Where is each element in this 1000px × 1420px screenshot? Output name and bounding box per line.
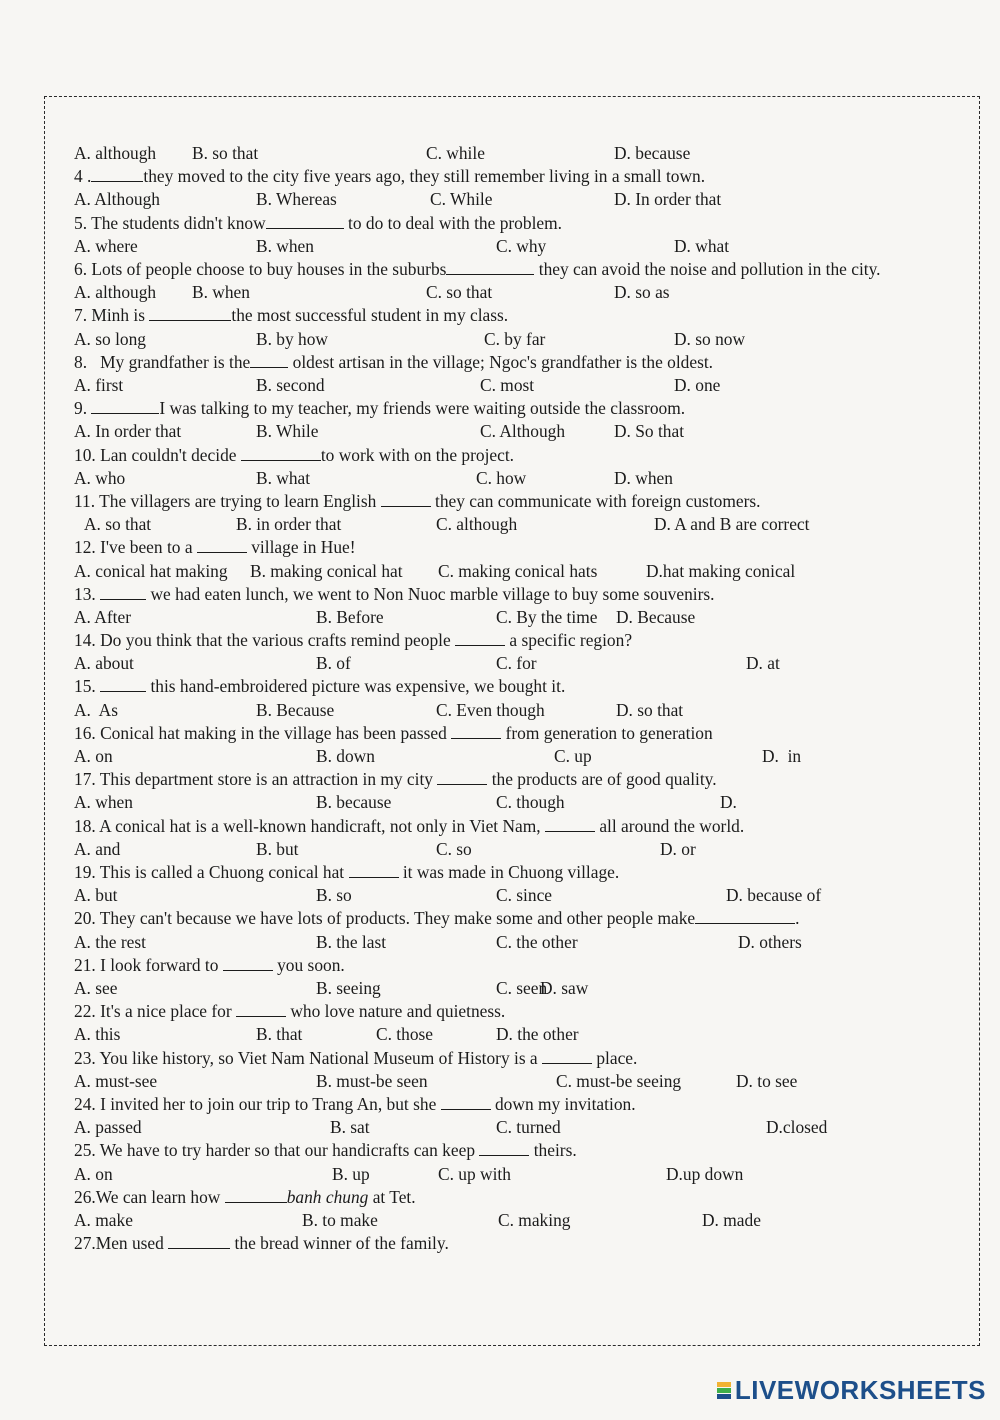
option-d[interactable]: D. In order that (614, 189, 722, 210)
option-d[interactable]: D. Because (616, 606, 696, 627)
question-6: 6. Lots of people choose to buy houses in the suburbs they can avoid the noise and pollution in the city. (74, 258, 881, 279)
option-a[interactable]: A. so that (84, 514, 152, 535)
question-17: 17. This department store is an attraction in my city the products are of good quality. (74, 769, 717, 790)
answer-blank[interactable] (225, 1187, 287, 1203)
question-9: 9. I was talking to my teacher, my friends were waiting outside the classroom. (74, 398, 686, 419)
answer-blank[interactable] (545, 816, 595, 832)
option-a[interactable]: A. but (74, 885, 118, 906)
option-c[interactable]: C. why (496, 235, 547, 256)
option-d[interactable]: D. A and B are correct (654, 514, 810, 535)
option-c[interactable]: C. most (480, 374, 535, 395)
option-c[interactable]: C. up (554, 746, 592, 767)
options-q19 (74, 884, 974, 907)
worksheet-content (74, 142, 974, 1255)
answer-blank[interactable] (695, 908, 795, 924)
options-q11 (74, 513, 974, 536)
option-d[interactable]: D.hat making conical (646, 560, 796, 581)
question-24: 24. I invited her to join our trip to Trang An, but she down my invitation. (74, 1094, 636, 1114)
option-d[interactable]: D. made (702, 1209, 761, 1230)
options-q25 (74, 1163, 974, 1186)
option-b[interactable]: B. Before (316, 606, 384, 627)
option-d[interactable]: D. others (738, 931, 802, 952)
option-b[interactable]: B. seeing (316, 978, 381, 999)
options-q7 (74, 328, 974, 351)
option-a[interactable]: A. so long (74, 328, 146, 349)
option-a[interactable]: A. about (74, 653, 134, 674)
answer-blank[interactable] (241, 445, 321, 461)
question-20: 20. They can't because we have lots of products. They make some and other people make . (74, 908, 800, 929)
option-c[interactable]: C. Even though (436, 699, 545, 720)
options-q20 (74, 931, 974, 954)
options-q13 (74, 606, 974, 629)
option-d[interactable]: D. So that (614, 421, 685, 442)
option-a[interactable]: A. make (74, 1209, 133, 1230)
question-23: 23. You like history, so Viet Nam National Museum of History is a place. (74, 1047, 638, 1068)
options-q17 (74, 791, 974, 814)
option-c[interactable]: C. so that (426, 282, 493, 303)
answer-blank[interactable] (451, 723, 501, 739)
option-b[interactable]: B. the last (316, 931, 387, 952)
option-d[interactable]: D. because (614, 143, 691, 163)
options-q5 (74, 235, 974, 258)
option-b[interactable]: B. sat (330, 1117, 370, 1138)
answer-blank[interactable] (236, 1001, 286, 1017)
option-a[interactable]: A. although (74, 282, 157, 303)
answer-blank[interactable] (479, 1140, 529, 1156)
option-a[interactable]: A. As (74, 699, 118, 720)
question-25: 25. We have to try harder so that our handicrafts can keep theirs. (74, 1140, 577, 1161)
option-a[interactable]: A. although (74, 143, 157, 163)
answer-blank[interactable] (223, 955, 273, 971)
option-c[interactable]: C. by far (484, 328, 546, 349)
option-a[interactable]: A. see (74, 978, 118, 999)
option-c[interactable]: C. By the time (496, 606, 598, 627)
option-d[interactable]: D. one (674, 374, 721, 395)
option-c[interactable]: C. for (496, 653, 537, 674)
option-b[interactable]: B. so (316, 885, 352, 906)
option-c[interactable]: C. the other (496, 931, 578, 952)
option-c[interactable]: C. turned (496, 1117, 561, 1138)
question-7: 7. Minh is the most successful student in my class. (74, 305, 509, 326)
option-d[interactable]: D. so that (616, 699, 684, 720)
question-11: 11. The villagers are trying to learn English they can communicate with foreign customers. (74, 490, 761, 511)
options-q3 (74, 142, 974, 165)
option-d[interactable]: D. at (746, 653, 780, 674)
option-a[interactable]: A. must-see (74, 1070, 158, 1091)
option-d[interactable]: D. or (660, 838, 696, 859)
answer-blank[interactable] (455, 630, 505, 646)
option-b[interactable]: B. because (316, 792, 392, 813)
question-27: 27.Men used the bread winner of the family. (74, 1233, 449, 1254)
question-19: 19. This is called a Chuong conical hat it was made in Chuong village. (74, 862, 620, 883)
option-b[interactable]: B. what (256, 467, 311, 488)
options-q21 (74, 977, 974, 1000)
option-a[interactable]: A. Although (74, 189, 160, 210)
option-d[interactable]: D. so as (614, 282, 670, 303)
option-b[interactable]: B. when (256, 235, 314, 256)
option-b[interactable]: B. While (256, 421, 319, 442)
option-b[interactable]: B. in order that (236, 514, 342, 535)
question-22: 22. It's a nice place for who love nature and quietness. (74, 1001, 506, 1022)
option-d[interactable]: D.up down (666, 1163, 744, 1184)
brand-logo (717, 1375, 986, 1406)
option-a[interactable]: A. where (74, 235, 138, 256)
answer-blank[interactable] (381, 491, 431, 507)
option-b[interactable]: B. second (256, 374, 325, 395)
option-c[interactable]: C. how (476, 467, 527, 488)
option-d[interactable]: D. the other (496, 1024, 579, 1045)
option-c[interactable]: C. although (436, 514, 518, 535)
option-b[interactable]: B. when (192, 282, 250, 303)
question-18: 18. A conical hat is a well-known handicraft, not only in Viet Nam, all around the world. (74, 815, 745, 836)
option-a[interactable]: A. the rest (74, 931, 146, 952)
answer-blank[interactable] (149, 305, 231, 321)
options-q8 (74, 374, 974, 397)
option-d[interactable]: D. saw (540, 978, 589, 999)
option-a[interactable]: A. on (74, 1163, 113, 1184)
option-b[interactable]: B. of (316, 653, 351, 674)
question-5: 5. The students didn't know to do to deal with the problem. (74, 212, 562, 233)
option-a[interactable]: A. passed (74, 1117, 142, 1138)
option-a[interactable]: A. and (74, 838, 121, 859)
option-b[interactable]: B. must-be seen (316, 1070, 428, 1091)
option-c[interactable]: C. making (498, 1209, 571, 1230)
question-13: 13. we had eaten lunch, we went to Non Nuoc marble village to buy some souvenirs. (74, 583, 715, 604)
option-d[interactable]: D. so now (674, 328, 746, 349)
logo-icon (717, 1382, 731, 1399)
answer-blank[interactable] (441, 1094, 491, 1110)
options-q16 (74, 745, 974, 768)
answer-blank[interactable] (91, 398, 159, 414)
options-q6 (74, 281, 974, 304)
answer-blank[interactable] (91, 166, 143, 182)
options-q26 (74, 1209, 974, 1232)
option-a[interactable]: A. conical hat making (74, 560, 228, 581)
answer-blank[interactable] (542, 1048, 592, 1064)
option-d[interactable]: D. because of (726, 885, 822, 906)
question-26: 26.We can learn how banh chung at Tet. (74, 1186, 416, 1207)
options-q4 (74, 188, 974, 211)
option-b[interactable]: B. to make (302, 1209, 378, 1230)
options-q22 (74, 1023, 974, 1046)
option-b[interactable]: B. up (332, 1163, 370, 1184)
option-c[interactable]: C. though (496, 792, 565, 813)
options-q14 (74, 652, 974, 675)
option-a[interactable]: A. After (74, 606, 131, 627)
option-c[interactable]: C. up with (438, 1163, 511, 1184)
option-c[interactable]: C. seen (496, 978, 548, 999)
option-b[interactable]: B. that (256, 1024, 303, 1045)
question-8: 8. My grandfather is the oldest artisan in the village; Ngoc's grandfather is the oldest. (74, 351, 714, 372)
option-c[interactable]: C. must-be seeing (556, 1070, 682, 1091)
brand-name: LIVEWORKSHEETS (734, 1375, 986, 1405)
question-21: 21. I look forward to you soon. (74, 954, 345, 975)
option-d[interactable]: D. to see (736, 1070, 798, 1091)
options-q23 (74, 1070, 974, 1093)
option-c[interactable]: C. so (436, 838, 472, 859)
option-a[interactable]: A. when (74, 792, 133, 813)
answer-blank[interactable] (446, 259, 534, 275)
option-c[interactable]: C. while (426, 143, 485, 163)
option-c[interactable]: C. since (496, 885, 553, 906)
answer-blank[interactable] (100, 676, 146, 692)
option-c[interactable]: C. those (376, 1024, 434, 1045)
options-q10 (74, 467, 974, 490)
option-a[interactable]: A. In order that (74, 421, 182, 442)
options-q24 (74, 1116, 974, 1139)
options-q9 (74, 420, 974, 443)
option-b[interactable]: B. Whereas (256, 189, 337, 210)
question-10: 10. Lan couldn't decide to work with on the project. (74, 444, 515, 465)
answer-blank[interactable] (437, 769, 487, 785)
option-b[interactable]: B. but (256, 838, 299, 859)
options-q15 (74, 699, 974, 722)
option-c[interactable]: C. Although (480, 421, 566, 442)
answer-blank[interactable] (197, 537, 247, 553)
italic-term: banh chung (286, 1186, 369, 1207)
option-a[interactable]: A. who (74, 467, 126, 488)
option-b[interactable]: B. down (316, 746, 375, 767)
answer-blank[interactable] (100, 584, 146, 600)
option-b[interactable]: B. so that (192, 143, 259, 163)
option-c[interactable]: C. making conical hats (438, 560, 598, 581)
question-16: 16. Conical hat making in the village has been passed from generation to generation (74, 722, 713, 743)
question-12: 12. I've been to a village in Hue! (74, 537, 356, 558)
option-b[interactable]: B. by how (256, 328, 328, 349)
option-d[interactable]: D. when (614, 467, 673, 488)
question-4: 4 . they moved to the city five years ago, they still remember living in a small town. (74, 166, 706, 187)
option-a[interactable]: A. on (74, 746, 113, 767)
answer-blank[interactable] (349, 862, 399, 878)
option-d[interactable]: D. in (762, 746, 802, 767)
option-c[interactable]: C. While (430, 189, 493, 210)
question-14: 14. Do you think that the various crafts remind people a specific region? (74, 630, 633, 651)
option-d[interactable]: D. what (674, 235, 730, 256)
options-q12 (74, 560, 974, 583)
option-a[interactable]: A. first (74, 374, 124, 395)
option-d[interactable]: D.closed (766, 1117, 828, 1138)
option-b[interactable]: B. making conical hat (250, 560, 403, 581)
options-q18 (74, 838, 974, 861)
question-15: 15. this hand-embroidered picture was expensive, we bought it. (74, 676, 566, 697)
option-b[interactable]: B. Because (256, 699, 335, 720)
answer-blank[interactable] (168, 1233, 230, 1249)
answer-blank[interactable] (266, 213, 344, 229)
answer-blank[interactable] (250, 352, 288, 368)
option-a[interactable]: A. this (74, 1024, 121, 1045)
option-d[interactable]: D. (720, 792, 737, 813)
